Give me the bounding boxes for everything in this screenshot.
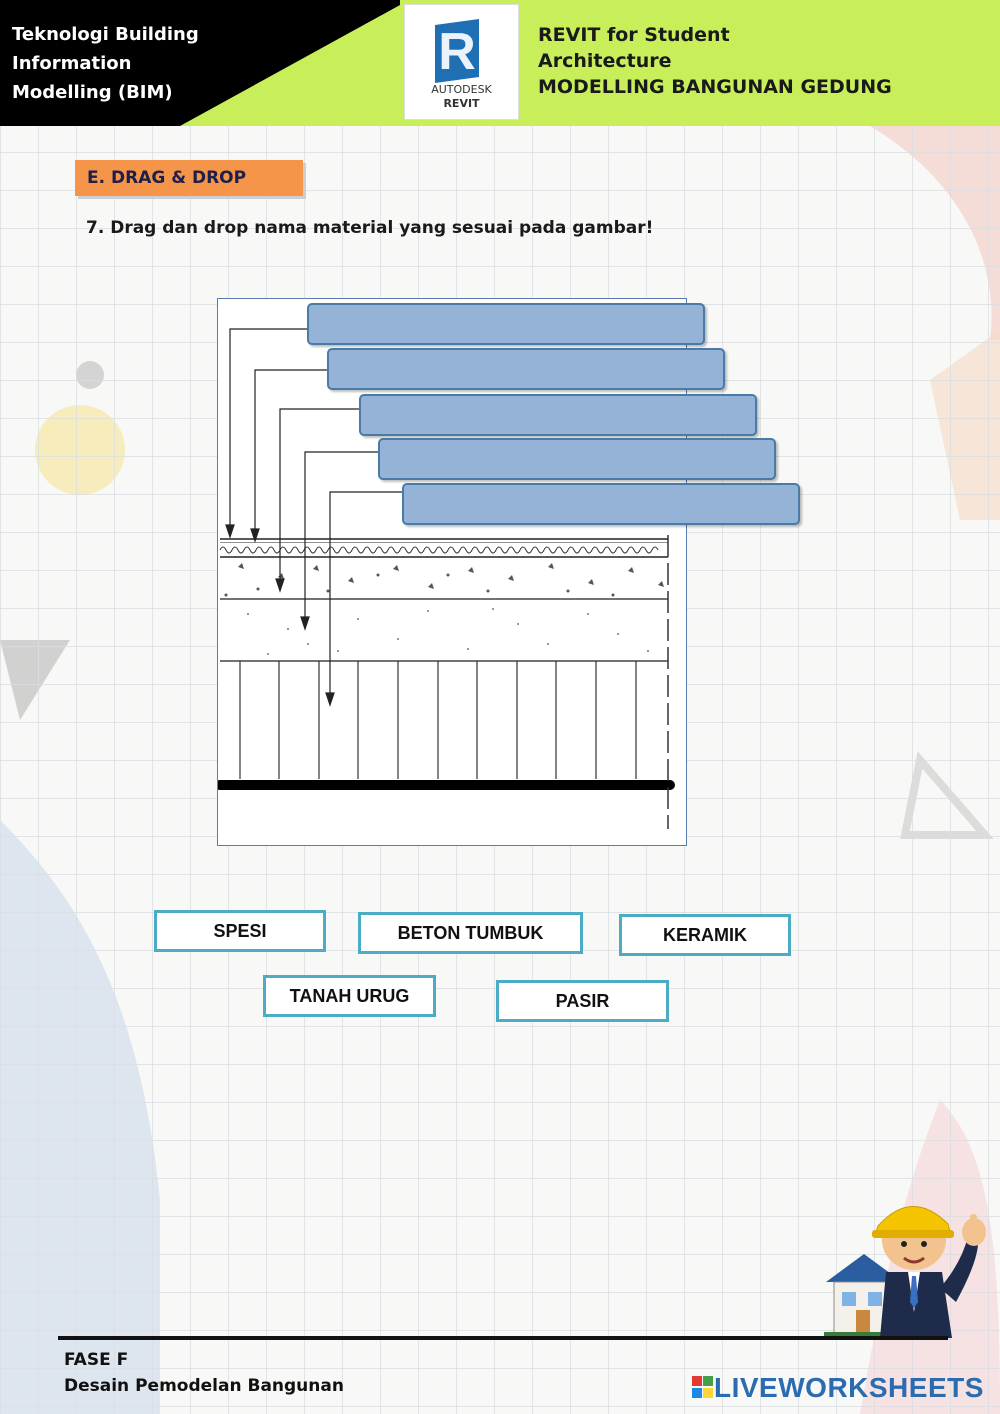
header-title: Teknologi Building Information Modelling (BIM) [12, 24, 199, 103]
liveworksheets-brand [692, 1372, 984, 1404]
liveworksheets-wordmark: LIVEWORKSHEETS [714, 1372, 984, 1403]
logo-letter: R [438, 23, 476, 81]
drop-target-5[interactable] [402, 483, 800, 525]
revit-logo-icon [405, 11, 518, 91]
soil-layer [220, 661, 670, 785]
footer-divider [58, 1336, 948, 1340]
concrete-layer [220, 563, 668, 599]
logo-product: REVIT [443, 97, 480, 110]
header-subtitle [538, 22, 892, 100]
instruction-text: 7. Drag dan drop nama material yang sesuai pada gambar! [86, 218, 654, 238]
option-spesi[interactable]: SPESI [154, 910, 326, 952]
option-keramik[interactable]: KERAMIK [619, 914, 791, 956]
autodesk-revit-logo [404, 4, 519, 120]
subtitle-line-2: Architecture [538, 50, 672, 72]
option-beton-tumbuk[interactable]: BETON TUMBUK [358, 912, 583, 954]
drop-target-1[interactable] [307, 303, 705, 345]
footer-phase: FASE F [64, 1350, 129, 1370]
sand-layer [220, 608, 668, 661]
option-pasir[interactable]: PASIR [496, 980, 669, 1022]
tile-layer [220, 539, 668, 557]
drop-target-3[interactable] [359, 394, 757, 436]
engineer-mascot-illustration [822, 1192, 997, 1340]
logo-brand: AUTODESK [431, 83, 492, 96]
subtitle-line-3: MODELLING BANGUNAN GEDUNG [538, 76, 892, 98]
liveworksheets-logo-icon [692, 1374, 714, 1402]
engineer-icon [872, 1206, 986, 1338]
option-tanah-urug[interactable]: TANAH URUG [263, 975, 436, 1017]
subtitle-line-1: REVIT for Student [538, 24, 730, 46]
drop-target-4[interactable] [378, 438, 776, 480]
section-label [75, 160, 303, 196]
section-label-text: E. DRAG & DROP [87, 168, 247, 188]
footer-course: Desain Pemodelan Bangunan [64, 1376, 344, 1396]
drop-target-2[interactable] [327, 348, 725, 390]
